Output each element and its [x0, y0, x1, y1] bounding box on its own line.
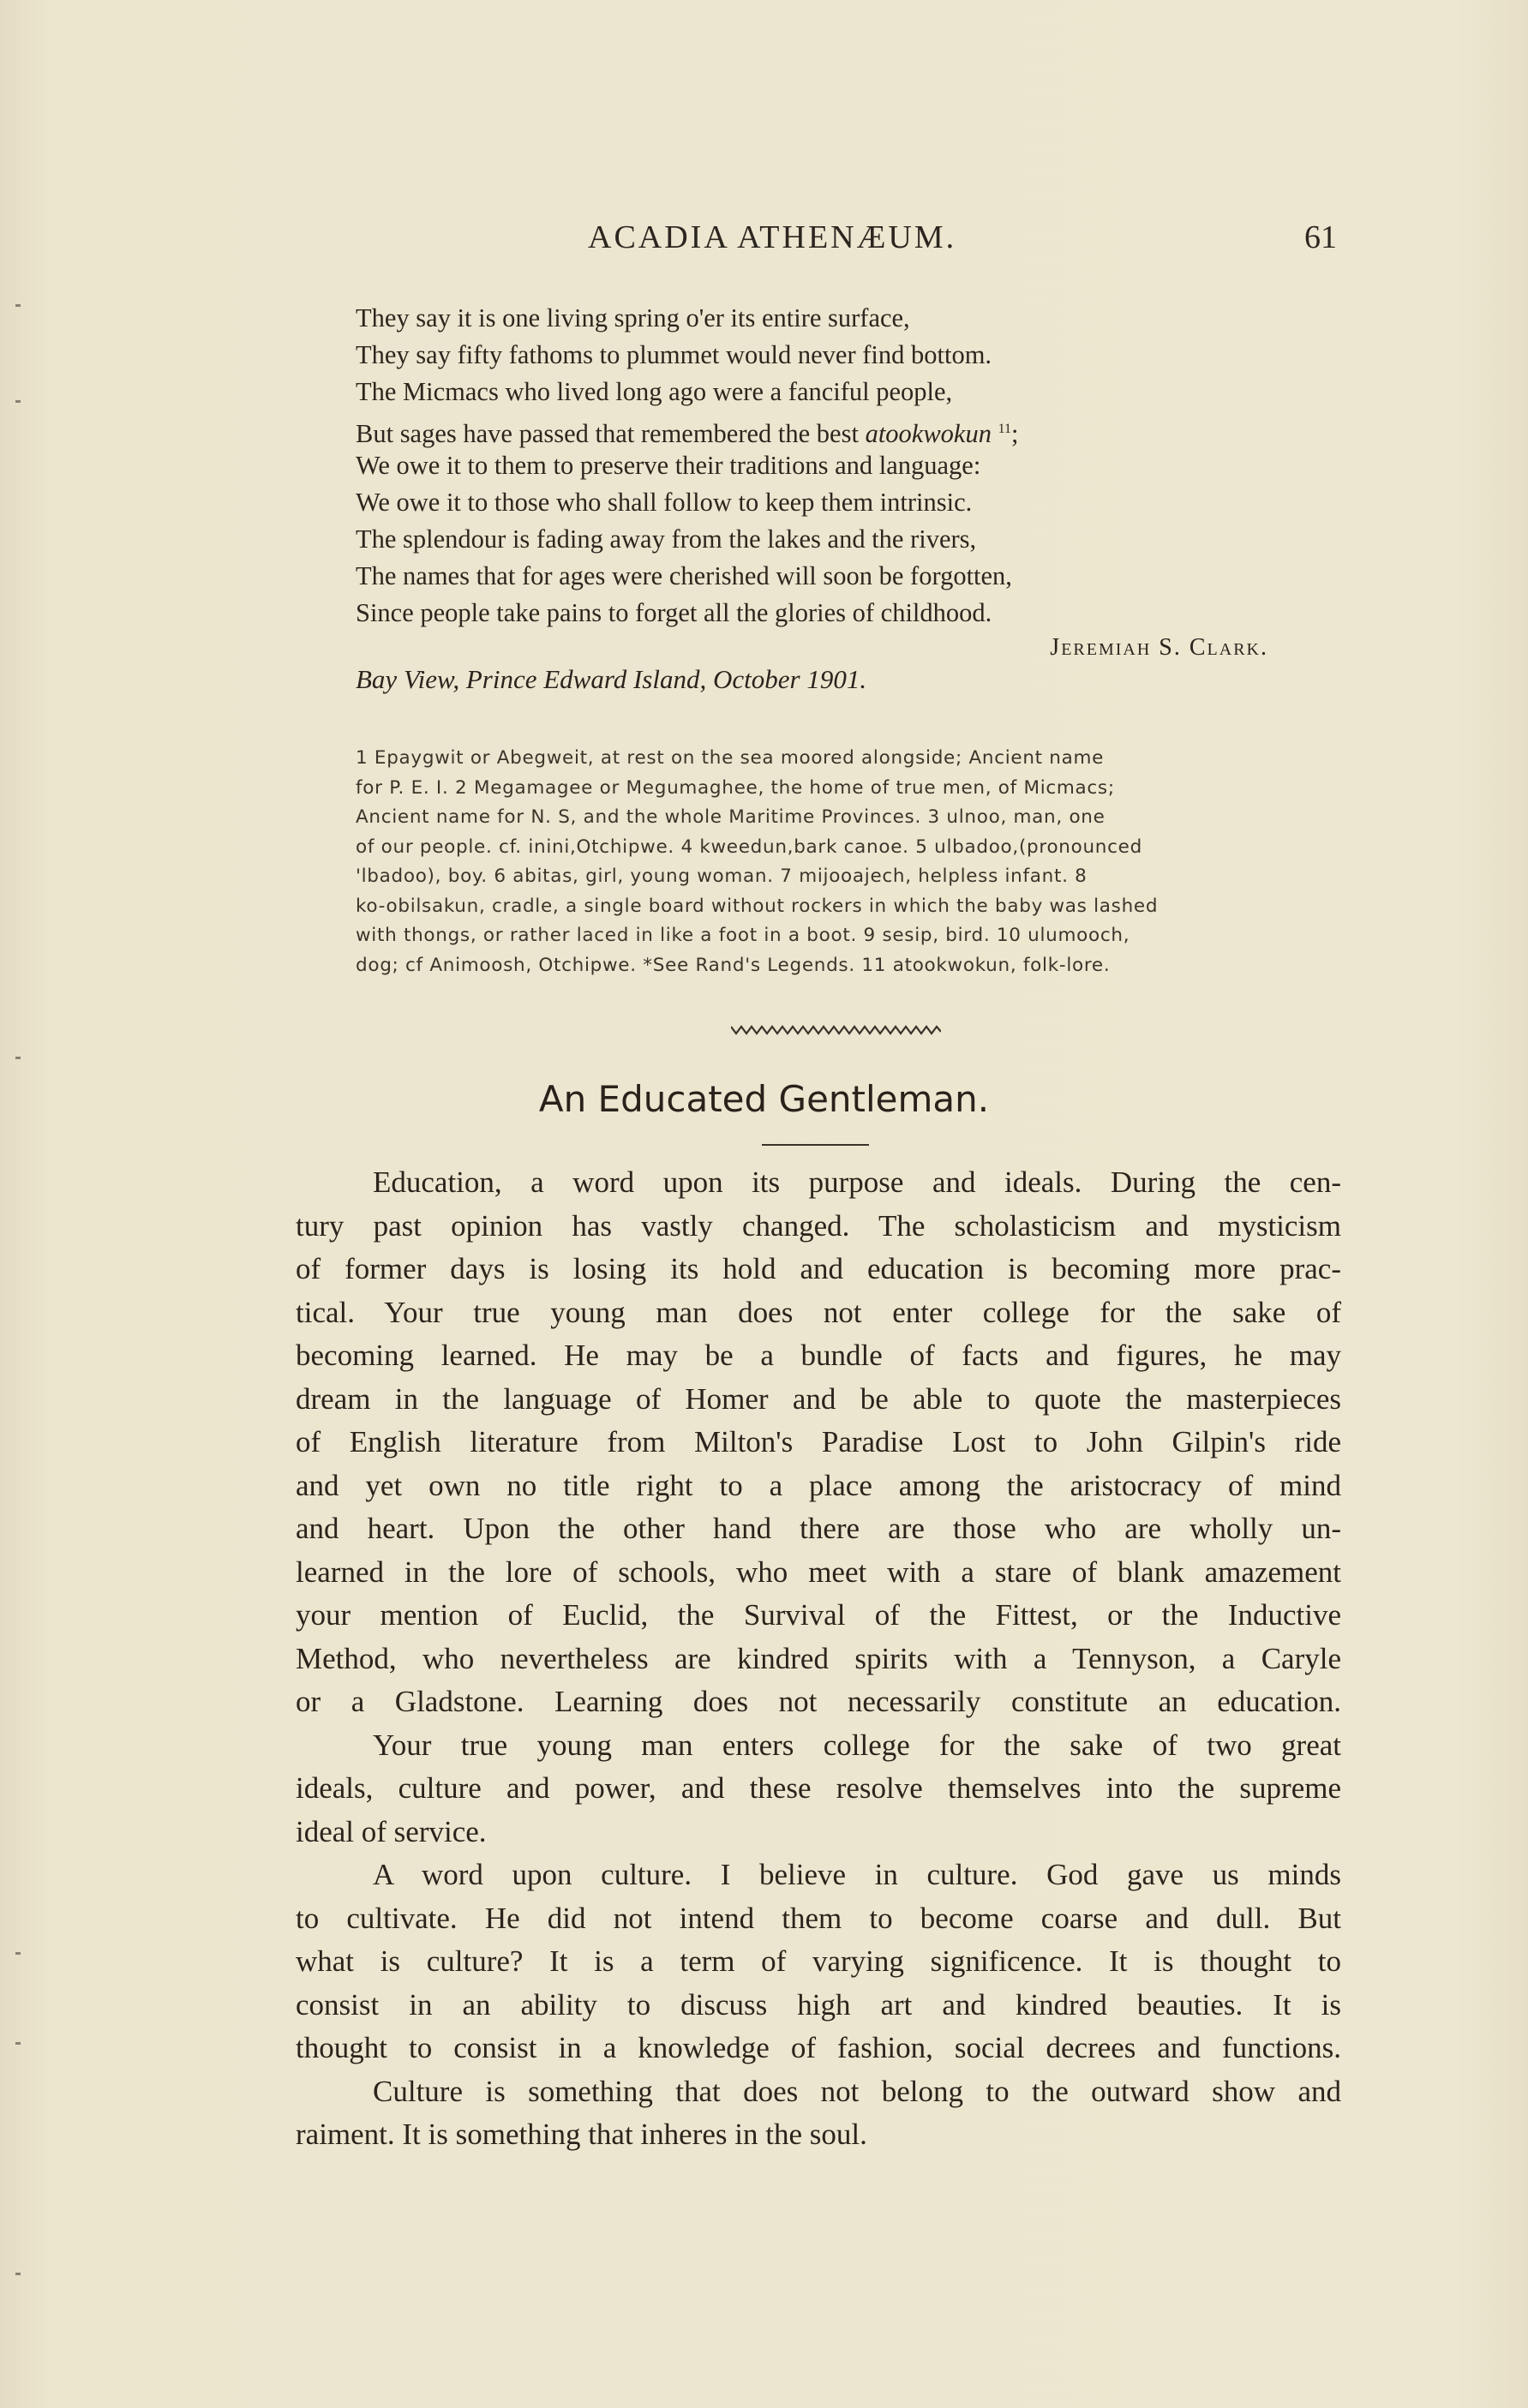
- body-line: dream in the language of Homer and be able to quote the masterpieces: [296, 1381, 1341, 1416]
- running-head: [0, 219, 1528, 253]
- title-underline: [762, 1144, 869, 1146]
- footnote-line: for P. E. I. 2 Megamagee or Megumaghee, the home of true men, of Micmacs;: [356, 776, 1115, 799]
- body-line: of English literature from Milton's Paradise Lost to John Gilpin's ride: [296, 1425, 1341, 1459]
- body-line: becoming learned. He may be a bundle of facts and figures, he may: [296, 1339, 1341, 1372]
- footnote-line: 1 Epaygwit or Abegweit, at rest on the sea moored alongside; Ancient name: [356, 747, 1105, 769]
- article-body: [296, 1161, 1341, 2157]
- body-line: and heart. Upon the other hand there are those who are wholly un-: [296, 1512, 1341, 1545]
- body-line: thought to consist in a knowledge of fashion, social decrees and functions.: [296, 2031, 1341, 2064]
- footnote-line: Ancient name for N. S, and the whole Maritime Provinces. 3 ulnoo, man, one: [356, 806, 1106, 828]
- page-edge-mark: [15, 400, 21, 403]
- body-line: tury past opinion has vastly changed. The scholasticism and mysticism: [296, 1208, 1341, 1243]
- poem-line: They say it is one living spring o'er its entire surface,: [356, 303, 910, 332]
- page-edge-mark: [15, 2273, 21, 2275]
- page-number: 61: [1304, 219, 1337, 255]
- body-line: Method, who nevertheless are kindred spirits with a Tennyson, a Caryle: [296, 1641, 1341, 1675]
- body-line: tical. Your true young man does not enter college for the sake of: [296, 1295, 1341, 1329]
- poem-line-text: But sages have passed that remembered the best: [356, 419, 866, 449]
- poem-line: They say fifty fathoms to plummet would never find bottom.: [356, 340, 992, 369]
- page-edge-mark: [15, 304, 21, 307]
- article-title: An Educated Gentleman.: [538, 1078, 990, 1120]
- poem-italic-word: atookwokun: [865, 419, 992, 449]
- body-line: learned in the lore of schools, who meet with a stare of blank amazement: [296, 1554, 1341, 1589]
- journal-title: ACADIA ATHENÆUM.: [588, 219, 957, 255]
- poem-line: We owe it to them to preserve their traditions and language:: [356, 451, 981, 480]
- footnotes: [356, 744, 1273, 980]
- page-edge-mark: [15, 2042, 21, 2045]
- body-line: Education, a word upon its purpose and ideals. During the cen-: [373, 1165, 1341, 1199]
- footnote-line: with thongs, or rather laced in like a foot in a boot. 9 sesip, bird. 10 ulumooch,: [356, 925, 1130, 946]
- body-line: consist in an ability to discuss high art and kindred beauties. It is: [296, 1987, 1341, 2022]
- page-edge-mark: [15, 1057, 21, 1059]
- body-line: Culture is something that does not belong to the outward show and: [373, 2074, 1341, 2108]
- poem-line: The Micmacs who lived long ago were a fanciful people,: [356, 377, 953, 406]
- poem-line: The splendour is fading away from the lakes and the rivers,: [356, 524, 977, 554]
- poem-line-punct: ;: [1011, 419, 1019, 449]
- footnote-line: dog; cf Animoosh, Otchipwe. *See Rand's Legends. 11 atookwokun, folk-lore.: [356, 954, 1111, 976]
- body-line: and yet own no title right to a place among the aristocracy of mind: [296, 1468, 1341, 1502]
- poem-line: Since people take pains to forget all the glories of childhood.: [356, 598, 992, 627]
- footnote-line: 'lbadoo), boy. 6 abitas, girl, young woman. 7 mijooajech, helpless infant. 8: [356, 866, 1088, 887]
- poem-line-with-footnote: [356, 410, 1307, 447]
- body-line: your mention of Euclid, the Survival of the Fittest, or the Inductive: [296, 1598, 1341, 1632]
- poem-line: The names that for ages were cherished will soon be forgotten,: [356, 561, 1012, 590]
- page-edge-mark: [15, 1952, 21, 1955]
- body-line: Your true young man enters college for the sake of two great: [373, 1728, 1341, 1762]
- footnote-line: of our people. cf. inini,Otchipwe. 4 kweedun,bark canoe. 5 ulbadoo,(pronounced: [356, 836, 1142, 858]
- footnote-marker: 11: [998, 422, 1011, 436]
- body-line: ideals, culture and power, and these resolve themselves into the supreme: [296, 1771, 1341, 1805]
- body-line: raiment. It is something that inheres in the soul.: [296, 2117, 867, 2151]
- body-line: to cultivate. He did not intend them to become coarse and dull. But: [296, 1901, 1341, 1935]
- body-line: what is culture? It is a term of varying significence. It is thought to: [296, 1944, 1341, 1978]
- body-line: ideal of service.: [296, 1814, 487, 1848]
- footnote-line: ko-obilsakun, cradle, a single board without rockers in which the baby was lashed: [356, 895, 1159, 917]
- poem-line: We owe it to those who shall follow to keep them intrinsic.: [356, 488, 973, 517]
- body-line: of former days is losing its hold and education is becoming more prac-: [296, 1252, 1341, 1285]
- poem: [356, 300, 1307, 632]
- author-signature: Jeremiah S. Clark.: [1050, 634, 1268, 661]
- dateline: Bay View, Prince Edward Island, October 1901.: [356, 664, 867, 694]
- body-line: or a Gladstone. Learning does not necessarily constitute an education.: [296, 1685, 1341, 1718]
- section-divider-ornament: [731, 1024, 941, 1036]
- body-line: A word upon culture. I believe in culture. God gave us minds: [373, 1858, 1341, 1891]
